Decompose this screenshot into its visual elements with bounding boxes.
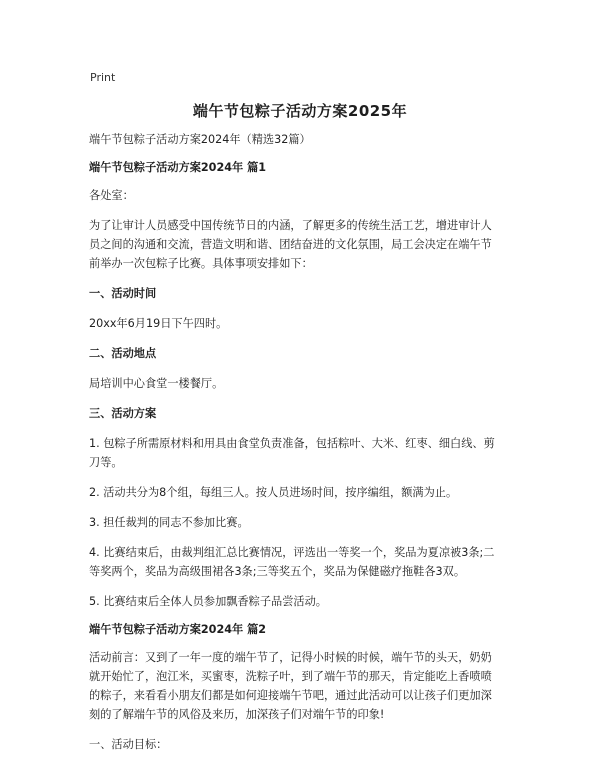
paragraph-line: 的粽子，来看看小朋友们都是如何迎接端午节吧，通过此活动可以让孩子们更加深 — [89, 689, 492, 702]
document-subtitle: 端午节包粽子活动方案2024年（精选32篇） — [89, 133, 311, 146]
article2-intro — [89, 648, 525, 724]
document-title: 端午节包粽子活动方案2025年 — [192, 102, 408, 120]
place-value: 局培训中心食堂一楼餐厅。 — [89, 377, 224, 390]
print-label: Print — [90, 71, 116, 84]
plan-heading: 三、活动方案 — [89, 407, 157, 420]
paragraph-line: 就开始忙了，泡江米，买蜜枣，洗粽子叶，到了端午节的那天，肯定能吃上香喷喷 — [89, 670, 492, 683]
paragraph-line: 活动前言：又到了一年一度的端午节了，记得小时候的时候，端午节的头天，奶奶 — [89, 651, 492, 664]
plan-item-2: 2. 活动共分为8个组，每组三人。按人员进场时间，按序编组，额满为止。 — [89, 486, 458, 499]
intro-paragraph — [89, 216, 525, 273]
paragraph-line: 4. 比赛结束后，由裁判组汇总比赛情况，评选出一等奖一个，奖品为夏凉被3条;二 — [89, 546, 495, 559]
paragraph-line: 为了让审计人员感受中国传统节日的内涵，了解更多的传统生活工艺，增进审计人 — [89, 219, 492, 232]
time-value: 20xx年6月19日下午四时。 — [89, 317, 228, 330]
article1-heading: 端午节包粽子活动方案2024年 篇1 — [89, 161, 267, 174]
plan-item-4 — [89, 543, 525, 581]
paragraph-line: 1. 包粽子所需原材料和用具由食堂负责准备，包括粽叶、大米、红枣、细白线、剪 — [89, 437, 495, 450]
plan-item-3: 3. 担任裁判的同志不参加比赛。 — [89, 516, 249, 529]
time-heading: 一、活动时间 — [89, 287, 157, 300]
plan-item-1 — [89, 434, 525, 472]
paragraph-line: 刀等。 — [89, 456, 123, 469]
paragraph-line: 等奖两个，奖品为高级围裙各3条;三等奖五个，奖品为保健磁疗拖鞋各3双。 — [89, 565, 466, 578]
paragraph-line: 前举办一次包粽子比赛。具体事项安排如下： — [89, 257, 313, 270]
salutation: 各处室： — [89, 189, 134, 202]
article2-heading: 端午节包粽子活动方案2024年 篇2 — [89, 623, 267, 636]
place-heading: 二、活动地点 — [89, 347, 157, 360]
document-body — [89, 130, 525, 754]
paragraph-line: 员之间的沟通和交流，营造文明和谐、团结奋进的文化氛围，局工会决定在端午节 — [89, 238, 492, 251]
goal-heading: 一、活动目标： — [89, 738, 168, 751]
paragraph-line: 刻的了解端午节的风俗及来历，加深孩子们对端午节的印象! — [89, 708, 385, 721]
plan-item-5: 5. 比赛结束后全体人员参加飘香粽子品尝活动。 — [89, 595, 327, 608]
